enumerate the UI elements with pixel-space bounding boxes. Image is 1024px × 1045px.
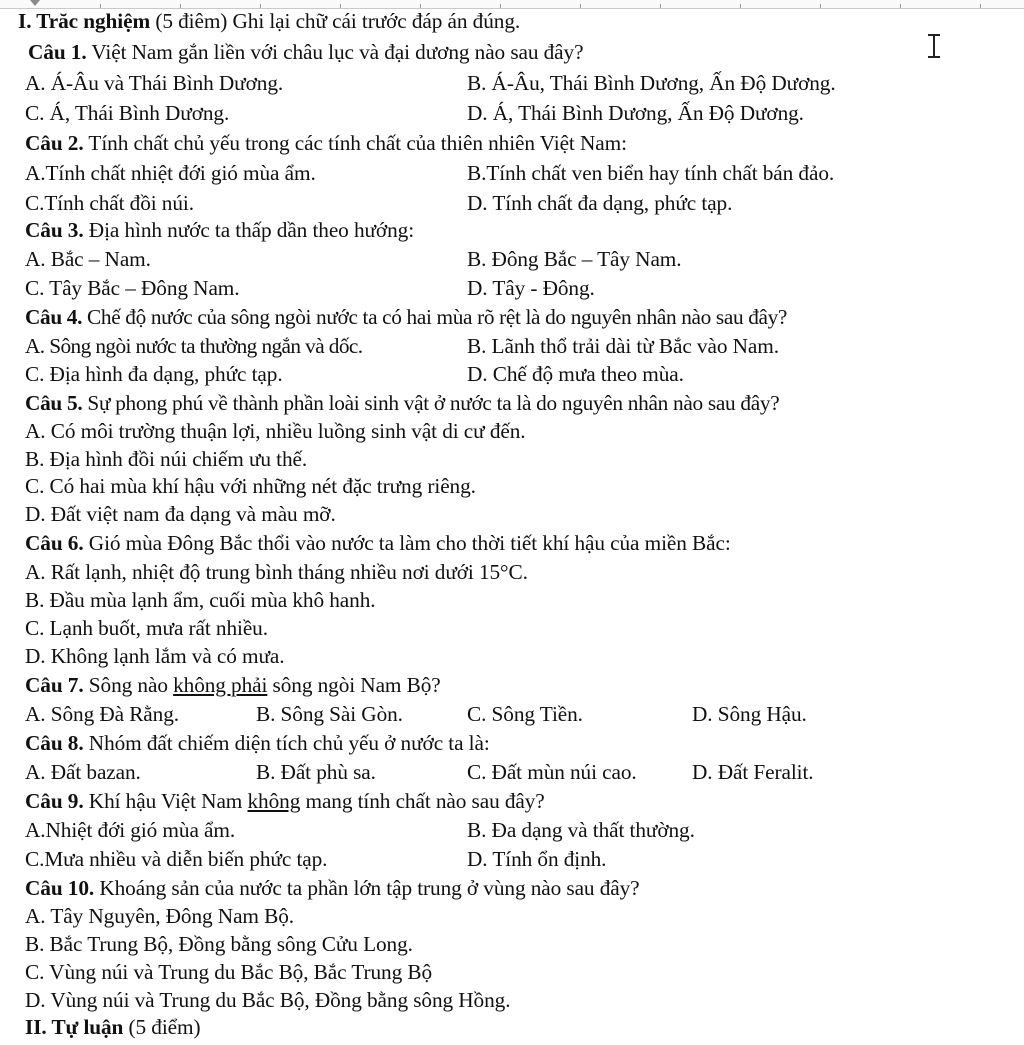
section1-heading-rest: (5 điêm) Ghi lại chữ cái trước đáp án đúng.: [150, 9, 521, 33]
option-5d: D. Đất việt nam đa dạng và màu mỡ.: [25, 502, 336, 526]
question-text: Khoáng sản của nước ta phần lớn tập trung ở vùng nào sau đây?: [94, 876, 640, 900]
question-label: Câu 2.: [25, 131, 84, 155]
question-label: Câu 5.: [25, 391, 83, 415]
question-text-underlined: không: [247, 789, 301, 813]
question-5: [25, 390, 779, 416]
question-2: [25, 130, 627, 156]
question-6: [25, 530, 731, 556]
question-label: Câu 1.: [28, 40, 87, 64]
option-8d: D. Đất Feralit.: [692, 760, 814, 784]
option-10b: B. Bắc Trung Bộ, Đồng bằng sông Cửu Long.: [25, 932, 413, 956]
section1-heading: [18, 8, 520, 34]
option-10a: A. Tây Nguyên, Đông Nam Bộ.: [25, 904, 295, 928]
option-3d: D. Tây - Đông.: [467, 276, 595, 300]
option-6a: A. Rất lạnh, nhiệt độ trung bình tháng nhiều nơi dưới 15°C.: [25, 560, 528, 584]
option-4c: C. Địa hình đa dạng, phức tạp.: [25, 362, 283, 386]
option-7b: B. Sông Sài Gòn.: [256, 702, 403, 726]
option-5b: B. Địa hình đồi núi chiếm ưu thế.: [25, 447, 308, 471]
question-text-underlined: không phải: [173, 673, 268, 697]
option-9c: C.Mưa nhiều và diễn biến phức tạp.: [25, 847, 328, 871]
option-4d: D. Chế độ mưa theo mùa.: [467, 362, 684, 386]
option-9d: D. Tính ổn định.: [467, 847, 607, 871]
text-cursor-icon: [927, 34, 941, 58]
question-label: Câu 8.: [25, 731, 84, 755]
option-1c: C. Á, Thái Bình Dương.: [25, 101, 230, 125]
question-label: Câu 4.: [25, 305, 83, 329]
question-text: Việt Nam gắn liền với châu lục và đại dương nào sau đây?: [86, 40, 584, 64]
option-3b: B. Đông Bắc – Tây Nam.: [467, 247, 682, 271]
option-10c: C. Vùng núi và Trung du Bắc Bộ, Bắc Trung Bộ: [25, 960, 432, 984]
question-text: Gió mùa Đông Bắc thổi vào nước ta làm cho thời tiết khí hậu của miền Bắc:: [83, 531, 731, 555]
option-1a: A. Á-Âu và Thái Bình Dương.: [25, 71, 284, 95]
option-1d: D. Á, Thái Bình Dương, Ấn Độ Dương.: [467, 101, 804, 125]
option-4b: B. Lãnh thổ trải dài từ Bắc vào Nam.: [467, 334, 779, 358]
section2-heading: [25, 1014, 200, 1040]
option-3c: C. Tây Bắc – Đông Nam.: [25, 276, 240, 300]
option-5a: A. Có môi trường thuận lợi, nhiều luồng sinh vật di cư đến.: [25, 419, 526, 443]
question-3: [25, 217, 414, 243]
option-3a: A. Bắc – Nam.: [25, 247, 151, 271]
option-6b: B. Đầu mùa lạnh ẩm, cuối mùa khô hanh.: [25, 588, 376, 612]
option-8c: C. Đất mùn núi cao.: [467, 760, 637, 784]
section2-score: (5 điểm): [123, 1015, 201, 1039]
question-10: [25, 875, 640, 901]
section2-heading-bold: II. Tự luận: [25, 1015, 124, 1039]
option-8a: A. Đất bazan.: [25, 760, 141, 784]
option-7c: C. Sông Tiền.: [467, 702, 583, 726]
option-7a: A. Sông Đà Rằng.: [25, 702, 179, 726]
option-4a: A. Sông ngòi nước ta thường ngắn và dốc.: [25, 334, 363, 358]
option-2c: C.Tính chất đồi núi.: [25, 191, 194, 215]
question-label: Câu 6.: [25, 531, 84, 555]
question-text: Địa hình nước ta thấp dần theo hướng:: [83, 218, 415, 242]
question-1: [28, 39, 583, 65]
option-8b: B. Đất phù sa.: [256, 760, 376, 784]
option-10d: D. Vùng núi và Trung du Bắc Bộ, Đồng bằng sông Hồng.: [25, 988, 511, 1012]
question-label: Câu 9.: [25, 789, 84, 813]
option-9b: B. Đa dạng và thất thường.: [467, 818, 695, 842]
question-label: Câu 3.: [25, 218, 84, 242]
question-7: [25, 672, 441, 698]
question-text: Tính chất chủ yếu trong các tính chất của thiên nhiên Việt Nam:: [83, 131, 627, 155]
question-4: [25, 304, 787, 330]
option-6c: C. Lạnh buốt, mưa rất nhiều.: [25, 616, 268, 640]
question-text: mang tính chất nào sau đây?: [300, 789, 545, 813]
option-6d: D. Không lạnh lắm và có mưa.: [25, 644, 285, 668]
question-text: Chế độ nước của sông ngòi nước ta có hai mùa rõ rệt là do nguyên nhân nào sau đây?: [82, 305, 788, 329]
question-8: [25, 730, 490, 756]
option-1b: B. Á-Âu, Thái Bình Dương, Ấn Độ Dương.: [467, 71, 836, 95]
option-5c: C. Có hai mùa khí hậu với những nét đặc trưng riêng.: [25, 474, 476, 498]
option-7d: D. Sông Hậu.: [692, 702, 807, 726]
question-text: Sông nào: [83, 673, 174, 697]
option-2b: B.Tính chất ven biển hay tính chất bán đảo.: [467, 161, 835, 185]
question-text: Nhóm đất chiếm diện tích chủ yếu ở nước ta là:: [83, 731, 490, 755]
question-text: Khí hậu Việt Nam: [83, 789, 248, 813]
option-2d: D. Tính chất đa dạng, phức tạp.: [467, 191, 733, 215]
option-2a: A.Tính chất nhiệt đới gió mùa ẩm.: [25, 161, 316, 185]
question-text: sông ngòi Nam Bộ?: [267, 673, 441, 697]
section1-heading-bold: I. Trăc nghiệm: [18, 9, 151, 33]
question-text: Sự phong phú về thành phần loài sinh vật ở nước ta là do nguyên nhân nào sau đây?: [82, 391, 780, 415]
question-label: Câu 10.: [25, 876, 95, 900]
question-label: Câu 7.: [25, 673, 84, 697]
option-9a: A.Nhiệt đới gió mùa ẩm.: [25, 818, 236, 842]
question-9: [25, 788, 545, 814]
